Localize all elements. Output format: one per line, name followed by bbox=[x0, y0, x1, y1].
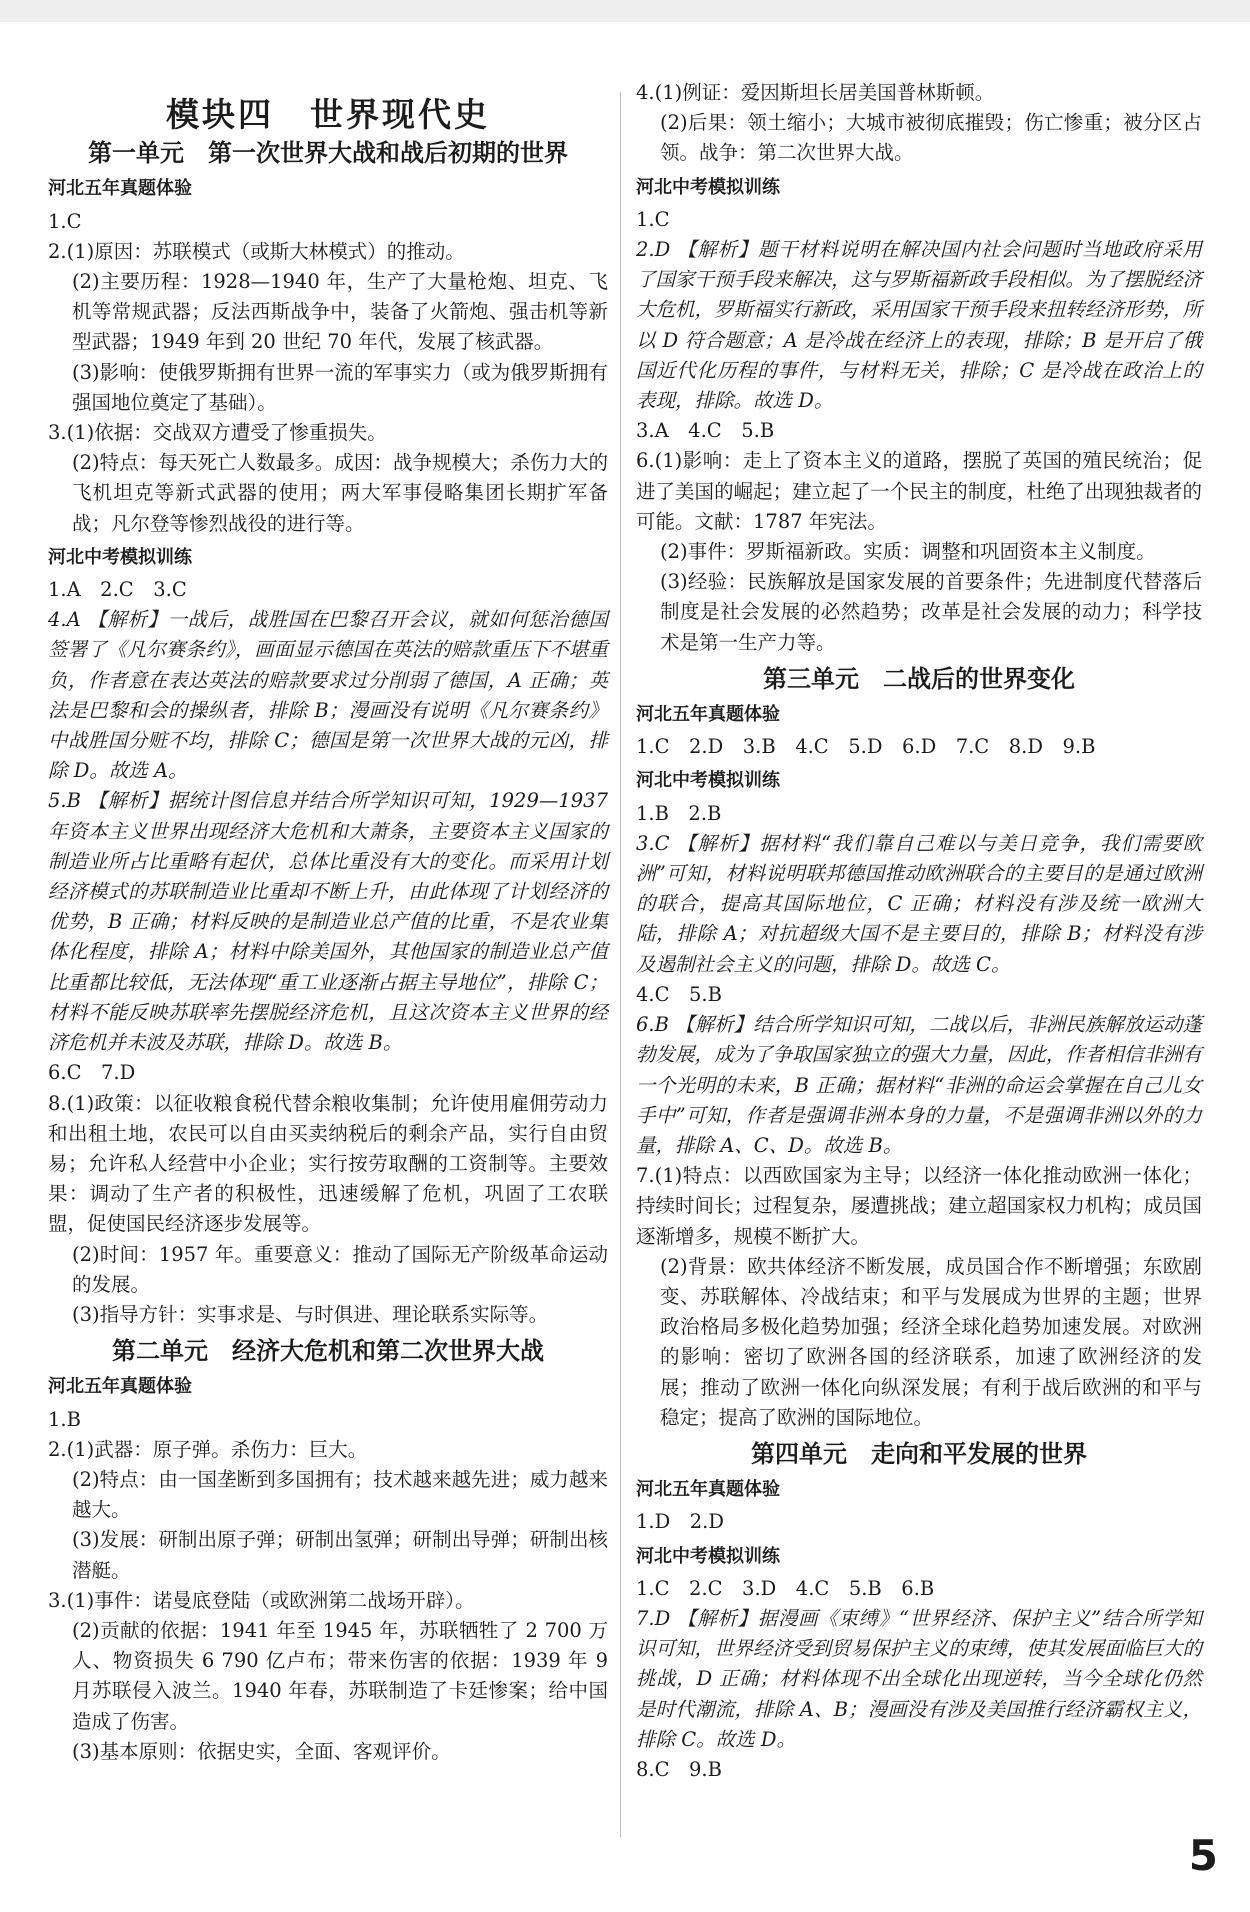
unit2-title: 第二单元 经济大危机和第二次世界大战 bbox=[112, 1336, 544, 1366]
page-number: 5 bbox=[1188, 1831, 1218, 1880]
unit1-q5: 5.B 【解析】据统计图信息并结合所学知识可知，1929—1937 年资本主义世界出现经济大危机和大萧条，主要资本主义国家的制造业所占比重略有起伏，总体比重没有大的变化。而采用计划经济模式的苏联制造业比重却不断上升，由此体现了计划经济的优势，B 正确；材料反映的是制造业总产值的比重，不是农业集体化程度，排除 A；材料中除美国外，其他国家的制造业总产值比重都比较低，无法体现“重工业逐渐占据主导地位”，排除 C；材料不能反映苏联率先摆脱经济危机，且这次资本主义世界的经济危机并未波及苏联，排除 D。故选 B。 bbox=[48, 789, 608, 1055]
unit2-section-mock: 河北中考模拟训练 bbox=[636, 176, 780, 198]
unit2-q2-2: (2)特点：由一国垄断到多国拥有；技术越来越先进；威力越来越大。 bbox=[72, 1467, 608, 1522]
column-divider bbox=[620, 92, 621, 1837]
left-column bbox=[48, 90, 608, 1767]
unit1-q3-2: (2)特点：每天死亡人数最多。成因：战争规模大；杀伤力大的飞机坦克等新式武器的使用；两大军事侵略集团长期扩军备战；凡尔登等惨烈战役的进行等。 bbox=[72, 451, 608, 535]
unit3-m3: 3.C 【解析】据材料“我们靠自己难以与美日竞争，我们需要欧洲”可知，材料说明联邦德国推动欧洲联合的主要目的是通过欧洲的联合，提高其国际地位，C 正确；材料没有涉及统一欧洲大陆，排除 A；对抗超级大国不是主要目的，排除 B；材料没有涉及遏制社会主义的问题，排除 D。故选 C。 bbox=[636, 831, 1202, 976]
top-strip bbox=[0, 0, 1250, 22]
unit3-m7-2: (2)背景：欧共体经济不断发展，成员国合作不断增强；东欧剧变、苏联解体、冷战结束；和平与发展成为世界的主题；世界政治格局多极化趋势加强；经济全球化趋势加速发展。对欧洲的影响：密切了欧洲各国的经济联系，加速了欧洲经济的发展；推动了欧洲一体化向纵深发展；有利于战后欧洲的和平与稳定；提高了欧洲的国际地位。 bbox=[660, 1254, 1202, 1429]
unit3-section-mock: 河北中考模拟训练 bbox=[636, 770, 780, 792]
unit1-q2-1: 2.(1)原因：苏联模式（或斯大林模式）的推动。 bbox=[48, 239, 465, 263]
unit1-title: 第一单元 第一次世界大战和战后初期的世界 bbox=[88, 138, 568, 168]
module-title: 模块四 世界现代史 bbox=[166, 95, 490, 134]
unit4-m89: 8.C 9.B bbox=[636, 1757, 722, 1781]
unit3-m45: 4.C 5.B bbox=[636, 982, 722, 1006]
right-column bbox=[636, 78, 1202, 1785]
unit3-title: 第三单元 二战后的世界变化 bbox=[763, 663, 1075, 693]
unit2-q3-3: (3)基本原则：依据史实，全面、客观评价。 bbox=[72, 1739, 451, 1763]
unit2-mq6-3: (3)经验：民族解放是国家发展的首要条件；先进制度代替落后制度是社会发展的必然趋势；改革是社会发展的动力；科学技术是第一生产力等。 bbox=[660, 570, 1202, 654]
unit4-answers: 1.D 2.D bbox=[636, 1510, 724, 1534]
unit4-title: 第四单元 走向和平发展的世界 bbox=[751, 1438, 1087, 1468]
unit2-q2-3: (3)发展：研制出原子弹；研制出氢弹；研制出导弹；研制出核潜艇。 bbox=[72, 1528, 608, 1582]
unit2-mq6-1: 6.(1)影响：走上了资本主义的道路，摆脱了英国的殖民统治；促进了美国的崛起；建立起了一个民主的制度，杜绝了出现独裁者的可能。文献：1787 年宪法。 bbox=[636, 449, 1202, 533]
unit2-mq6-2: (2)事件：罗斯福新政。实质：调整和巩固资本主义制度。 bbox=[660, 540, 1156, 564]
unit3-section-real: 河北五年真题体验 bbox=[636, 704, 780, 726]
unit2-section-real: 河北五年真题体验 bbox=[48, 1376, 192, 1398]
unit1-section-real: 河北五年真题体验 bbox=[48, 178, 192, 200]
unit4-section-real: 河北五年真题体验 bbox=[636, 1479, 780, 1501]
unit1-q1: 1.C bbox=[48, 209, 82, 233]
unit1-q123: 1.A 2.C 3.C bbox=[48, 578, 187, 602]
unit3-answers: 1.C 2.D 3.B 4.C 5.D 6.D 7.C 8.D 9.B bbox=[636, 735, 1096, 759]
unit1-q8-3: (3)指导方针：实事求是、与时俱进、理论联系实际等。 bbox=[72, 1302, 549, 1326]
unit1-section-mock: 河北中考模拟训练 bbox=[48, 546, 192, 568]
unit1-q3-1: 3.(1)依据：交战双方遭受了惨重损失。 bbox=[48, 421, 387, 445]
unit2-q4-2: (2)后果：领土缩小；大城市被彻底摧毁；伤亡惨重；被分区占领。战争：第二次世界大战。 bbox=[660, 111, 1202, 165]
unit3-m7-1: 7.(1)特点：以西欧国家为主导；以经济一体化推动欧洲一体化；持续时间长；过程复杂，屡遭挑战；建立超国家权力机构；成员国逐渐增多，规模不断扩大。 bbox=[636, 1164, 1202, 1248]
unit1-q2-2: (2)主要历程：1928—1940 年，生产了大量枪炮、坦克、飞机等常规武器；反法西斯战争中，装备了火箭炮、强击机等新型武器；1949 年到 20 世纪 70 年代，发展了核武器。 bbox=[72, 270, 608, 354]
unit1-q4: 4.A 【解析】一战后，战胜国在巴黎召开会议，就如何惩治德国签署了《凡尔赛条约》，画面显示德国在英法的赔款重压下不堪重负，作者意在表达英法的赔款要求过分削弱了德国，A 正确；英法是巴黎和会的操纵者，排除 B；漫画没有说明《凡尔赛条约》中战胜国分赃不均，排除 C；德国是第一次世界大战的元凶，排除 D。故选 A。 bbox=[48, 608, 608, 783]
unit2-mq1: 1.C bbox=[636, 207, 670, 231]
unit1-q8-1: 8.(1)政策：以征收粮食税代替余粮收集制；允许使用雇佣劳动力和出租土地，农民可以自由买卖纳税后的剩余产品，实行自由贸易；允许私人经营中小企业；实行按劳取酬的工资制等。主要效果：调动了生产者的积极性，迅速缓解了危机，巩固了工农联盟，促使国民经济逐步发展等。 bbox=[48, 1091, 608, 1236]
unit4-m7: 7.D 【解析】据漫画《束缚》“世界经济、保护主义”结合所学知识可知，世界经济受到贸易保护主义的束缚，使其发展面临巨大的挑战，D 正确；材料体现不出全球化出现逆转，当今全球化仍然是时代潮流，排除 A、B；漫画没有涉及美国推行经济霸权主义，排除 C。故选 D。 bbox=[636, 1606, 1202, 1751]
unit2-q4-1: 4.(1)例证：爱因斯坦长居美国普林斯顿。 bbox=[636, 81, 995, 104]
unit2-q2-1: 2.(1)武器：原子弹。杀伤力：巨大。 bbox=[48, 1437, 368, 1461]
unit3-m12: 1.B 2.B bbox=[636, 801, 722, 825]
unit2-mq345: 3.A 4.C 5.B bbox=[636, 419, 775, 443]
unit4-m16: 1.C 2.C 3.D 4.C 5.B 6.B bbox=[636, 1576, 935, 1600]
unit4-section-mock: 河北中考模拟训练 bbox=[636, 1545, 780, 1567]
unit3-m6: 6.B 【解析】结合所学知识可知，二战以后，非洲民族解放运动蓬勃发展，成为了争取国家独立的强大力量，因此，作者相信非洲有一个光明的未来，B 正确；据材料“非洲的命运会掌握在自己儿女手中”可知，作者是强调非洲本身的力量，不是强调非洲以外的力量，排除 A、C、D。故选 B。 bbox=[636, 1013, 1202, 1157]
unit2-q1: 1.B bbox=[48, 1407, 81, 1431]
unit2-mq2: 2.D 【解析】题干材料说明在解决国内社会问题时当地政府采用了国家干预手段来解决，这与罗斯福新政手段相似。为了摆脱经济大危机，罗斯福实行新政，采用国家干预手段来扭转经济形势，所以 D 符合题意；A 是冷战在经济上的表现，排除；B 是开启了俄国近代化历程的事件，与材料无关，排除；C 是冷战在政治上的表现，排除。故选 D。 bbox=[636, 238, 1202, 413]
unit2-q3-1: 3.(1)事件：诺曼底登陆（或欧洲第二战场开辟）。 bbox=[48, 1588, 475, 1612]
unit2-q3-2: (2)贡献的依据：1941 年至 1945 年，苏联牺牲了 2 700 万人、物资损失 6 790 亿卢布；带来伤害的依据：1939 年 9 月苏联侵入波兰。1940 年春，苏联制造了卡廷惨案；给中国造成了伤害。 bbox=[72, 1618, 608, 1733]
unit1-q2-3: (3)影响：使俄罗斯拥有世界一流的军事实力（或为俄罗斯拥有强国地位奠定了基础）。 bbox=[72, 360, 608, 414]
unit1-q8-2: (2)时间：1957 年。重要意义：推动了国际无产阶级革命运动的发展。 bbox=[72, 1242, 608, 1296]
unit1-q67: 6.C 7.D bbox=[48, 1061, 136, 1085]
